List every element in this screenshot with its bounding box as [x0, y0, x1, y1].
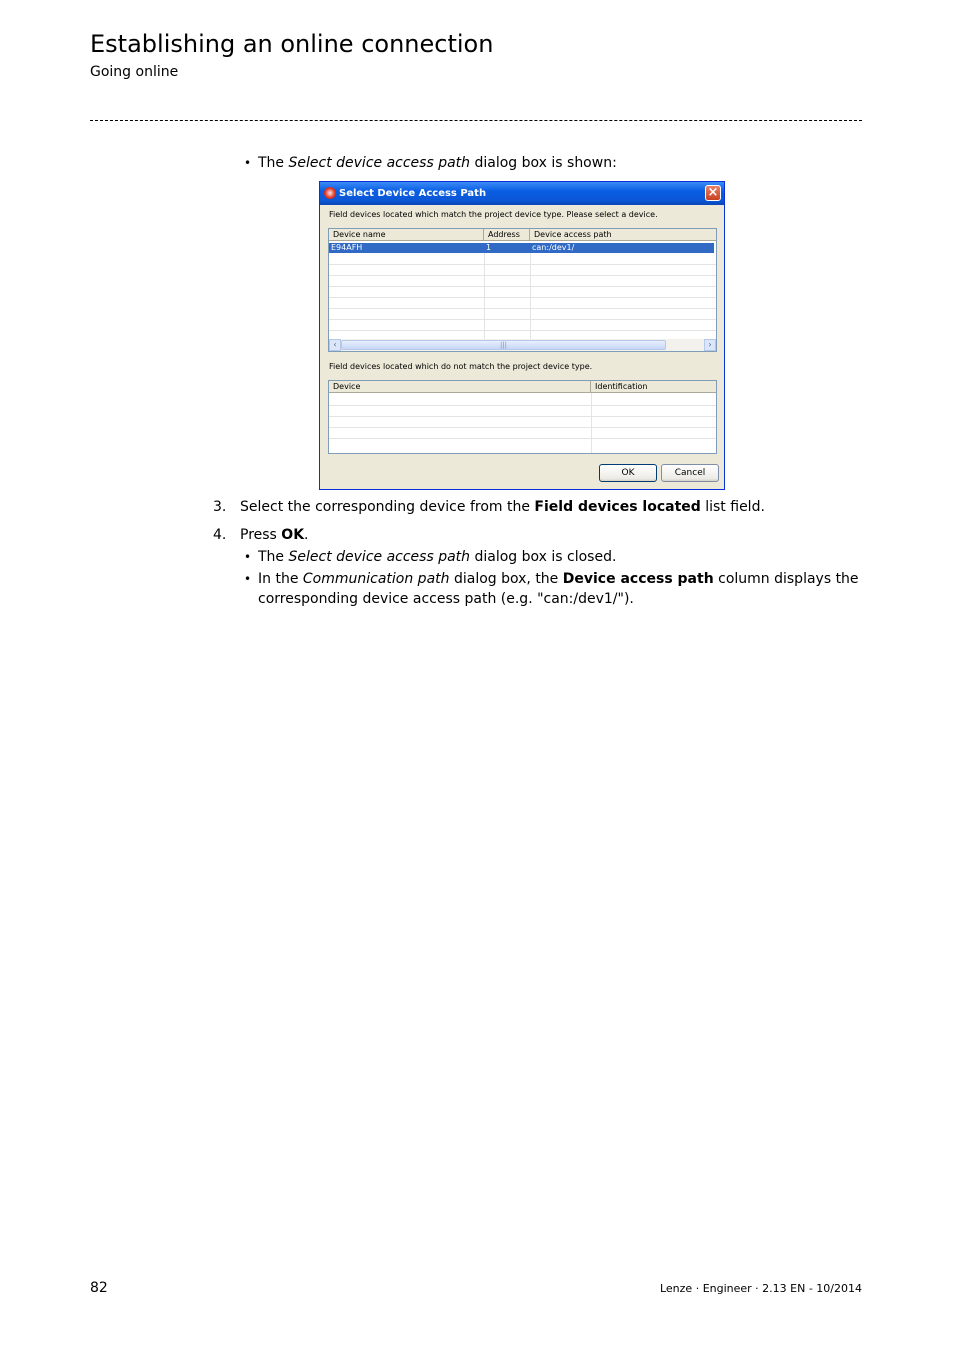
column-header-device-access-path[interactable]: Device access path [534, 230, 612, 239]
grid-line [329, 319, 716, 320]
column-header-identification[interactable]: Identification [595, 382, 648, 391]
bullet-marker: • [244, 572, 252, 586]
ok-button[interactable]: OK [599, 464, 657, 482]
dialog-titlebar [320, 182, 724, 205]
step-3-text: Select the corresponding device from the Field devices located list field. [240, 499, 765, 515]
step-4-text: Press OK. [240, 527, 309, 543]
header-divider [90, 120, 862, 121]
grid-line [329, 286, 716, 287]
match-list-header [329, 229, 716, 241]
field-devices-match-list[interactable] [328, 228, 717, 352]
grid-line [329, 275, 716, 276]
grid-line [484, 253, 485, 339]
grid-line [329, 405, 716, 406]
grid-line [329, 438, 716, 439]
column-header-address[interactable]: Address [484, 229, 530, 240]
column-header-device[interactable]: Device [329, 381, 591, 392]
cancel-button[interactable]: Cancel [661, 464, 719, 482]
close-icon[interactable]: × [705, 185, 721, 201]
page-title: Establishing an online connection [90, 30, 494, 58]
sub-bullet-2-text: In the Communication path dialog box, the Device access path column displays the [258, 571, 859, 587]
sub-bullet-2-text-line2: corresponding device access path (e.g. "can:/dev1/"). [258, 591, 634, 607]
grid-line [329, 308, 716, 309]
cell-device-name: E94AFH [331, 243, 363, 252]
page-subtitle: Going online [90, 64, 179, 80]
grid-line [329, 264, 716, 265]
document-info: Lenze · Engineer · 2.13 EN - 10/2014 [659, 1282, 862, 1295]
intro-bullet-text: The Select device access path dialog box is shown: [258, 155, 617, 171]
scroll-left-button[interactable]: ‹ [329, 339, 341, 351]
grid-line [329, 297, 716, 298]
grid-line [530, 253, 531, 339]
table-row[interactable] [329, 243, 714, 253]
nomatch-list-label: Field devices located which do not match the project device type. [329, 362, 593, 371]
sub-bullet-1-text: The Select device access path dialog box is closed. [258, 549, 617, 565]
match-list-label: Field devices located which match the project device type. Please select a device. [329, 210, 658, 219]
grid-line [591, 393, 592, 453]
cell-access-path: can:/dev1/ [532, 243, 575, 252]
scroll-right-button[interactable]: › [704, 339, 716, 351]
step-number: 3. [213, 499, 227, 515]
page-number: 82 [90, 1280, 108, 1296]
nomatch-list-header [329, 381, 716, 393]
dialog-title: Select Device Access Path [339, 188, 487, 199]
app-icon [324, 187, 336, 199]
field-devices-nomatch-list[interactable] [328, 380, 717, 454]
cell-address: 1 [486, 243, 492, 252]
bullet-marker: • [244, 550, 252, 564]
select-device-access-path-dialog [319, 181, 725, 490]
grid-line [329, 330, 716, 331]
scroll-thumb[interactable]: ||| [341, 340, 666, 350]
column-header-device-name[interactable]: Device name [329, 229, 484, 240]
step-number: 4. [213, 527, 227, 543]
horizontal-scrollbar[interactable] [329, 339, 716, 351]
grid-line [329, 416, 716, 417]
grid-line [329, 427, 716, 428]
bullet-marker: • [244, 156, 252, 170]
